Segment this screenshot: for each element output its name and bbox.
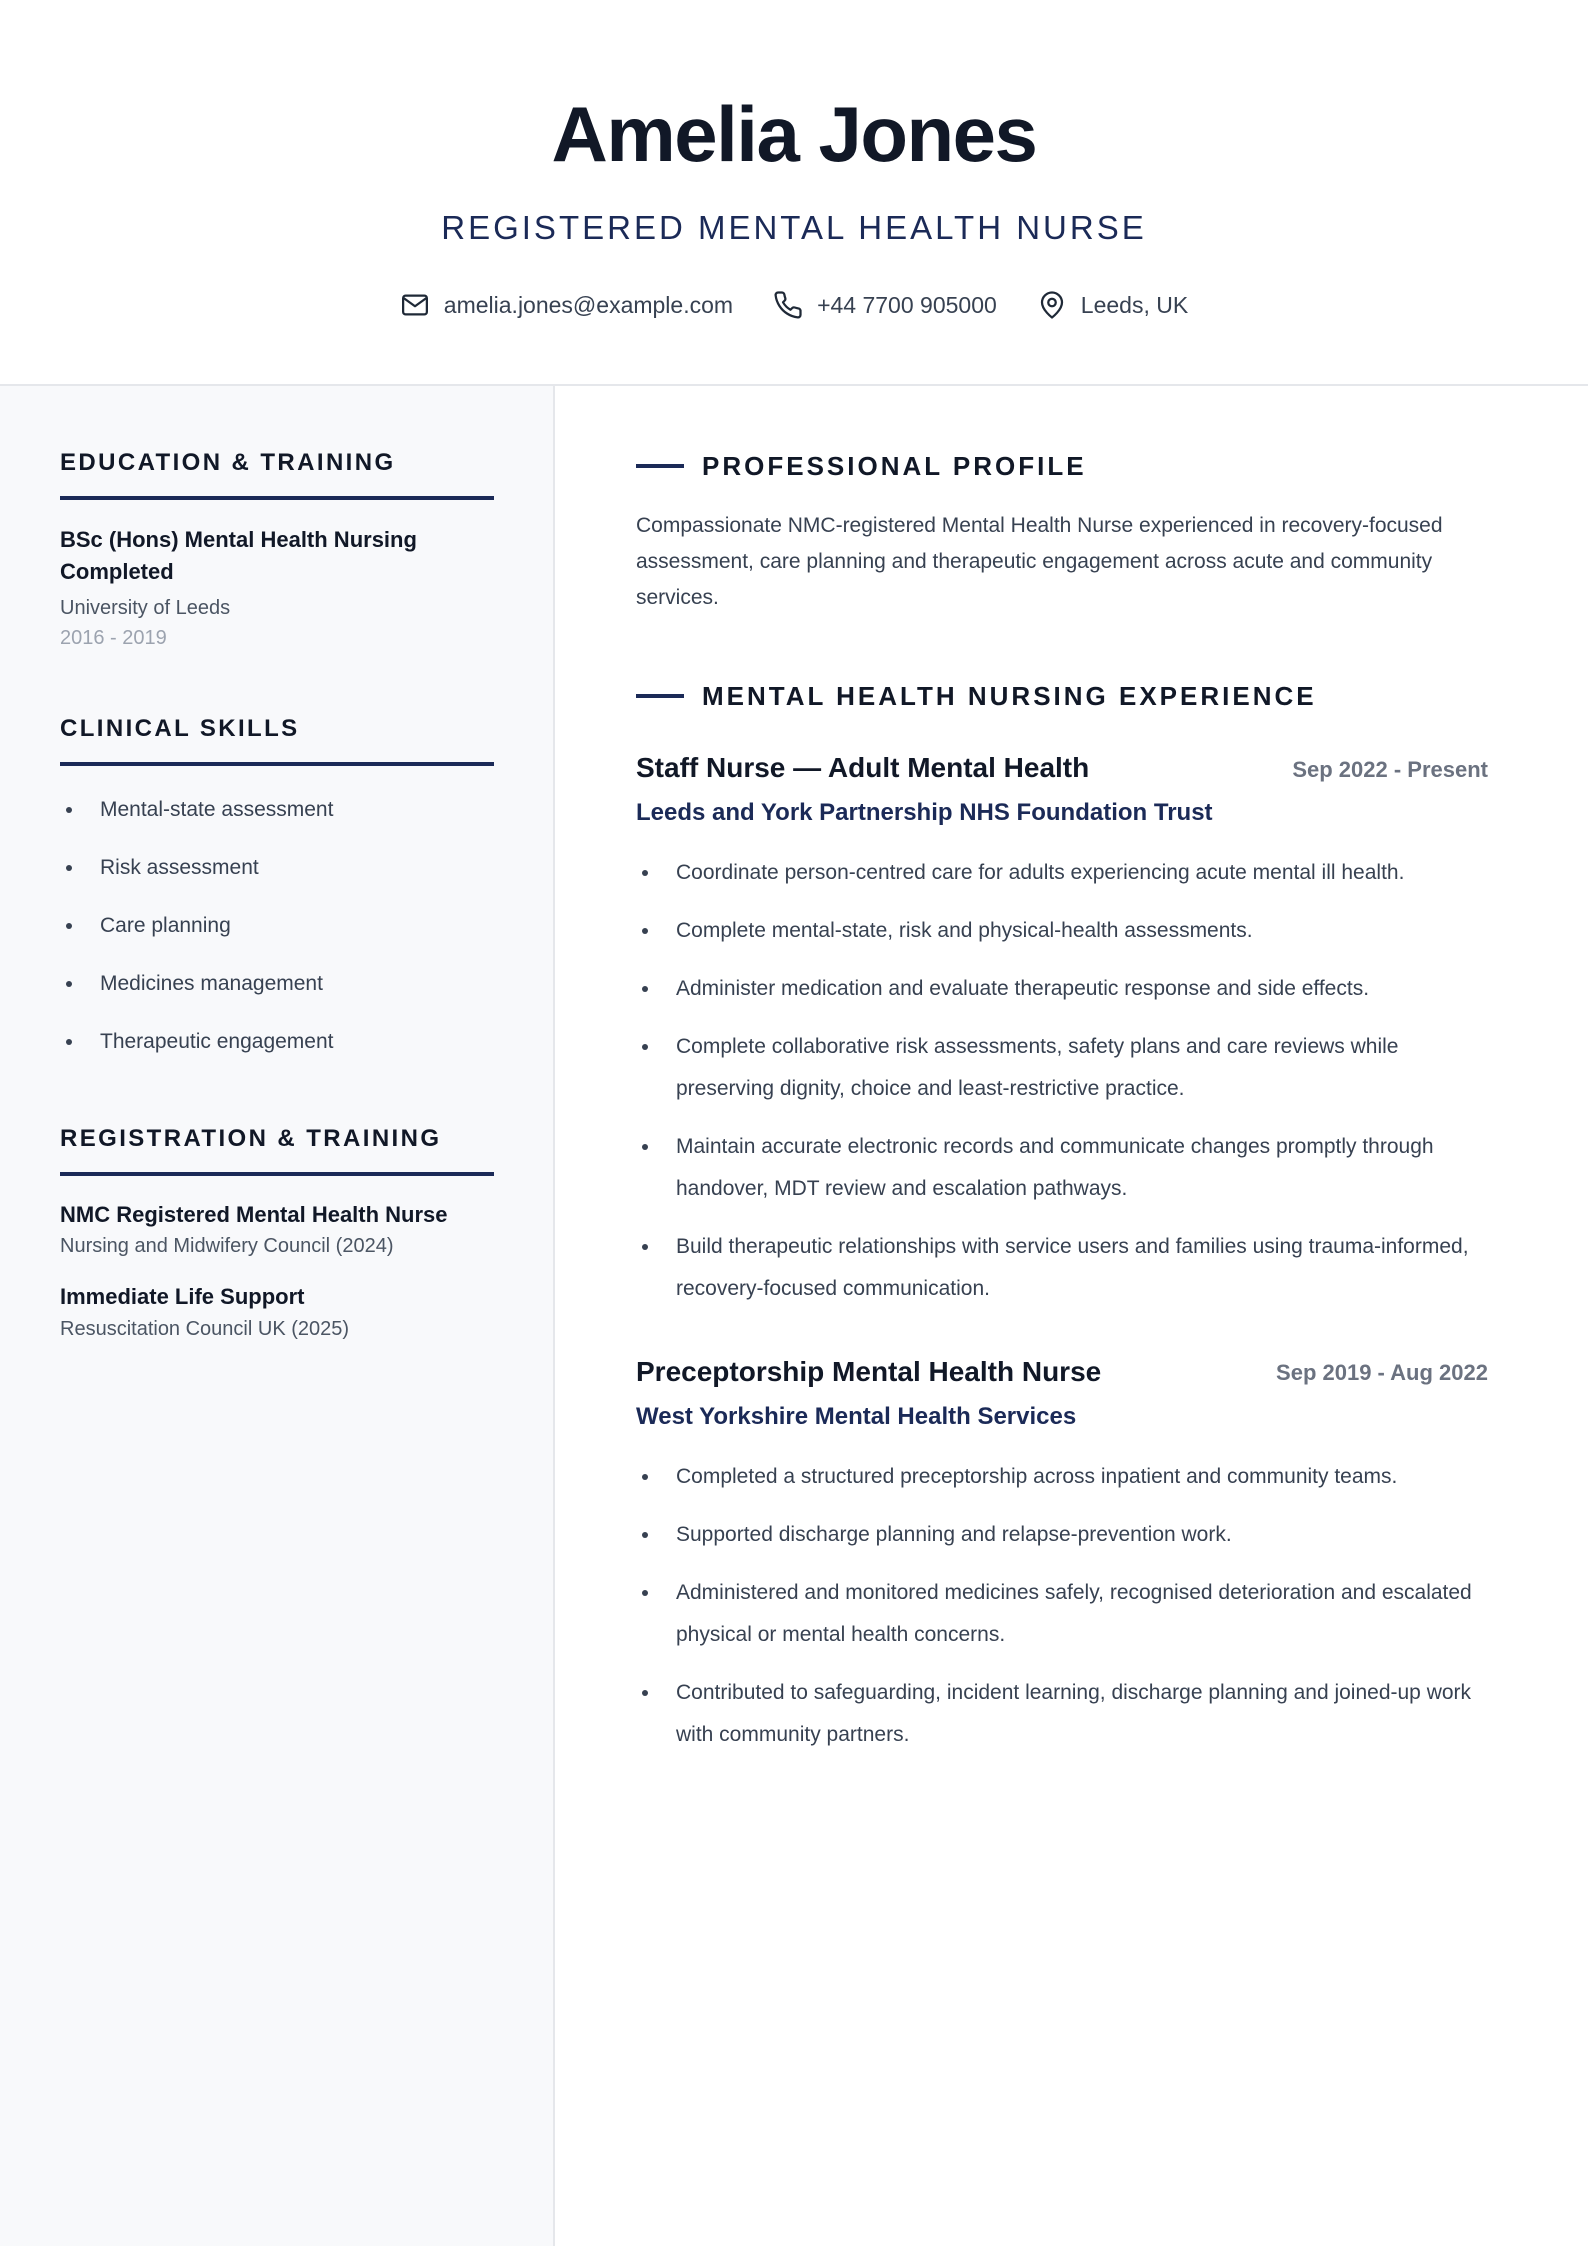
job-role-title: REGISTERED MENTAL HEALTH NURSE xyxy=(441,209,1147,246)
heading-accent-bar xyxy=(636,694,684,698)
education-heading: EDUCATION & TRAINING xyxy=(60,448,494,500)
skill-text: Medicines management xyxy=(100,972,323,995)
bullet-text: Administer medication and evaluate therapeutic response and side effects. xyxy=(676,977,1370,1000)
bullet-dot xyxy=(642,870,648,876)
skill-text: Care planning xyxy=(100,914,231,937)
experience-heading-text: MENTAL HEALTH NURSING EXPERIENCE xyxy=(702,681,1317,711)
list-item xyxy=(636,852,1496,894)
bullet-dot xyxy=(66,807,72,813)
contact-location xyxy=(1037,290,1188,320)
bullet-dot xyxy=(66,865,72,871)
contact-email[interactable] xyxy=(400,290,733,320)
mail-icon xyxy=(400,290,430,320)
heading-accent-bar xyxy=(636,464,684,468)
list-item xyxy=(636,1672,1496,1756)
degree-title xyxy=(60,524,494,588)
email-text: amelia.jones@example.com xyxy=(443,291,734,318)
registration-detail: Resuscitation Council UK (2025) xyxy=(60,1318,350,1340)
profile-heading xyxy=(636,450,1087,482)
phone-icon xyxy=(773,290,803,320)
location-text: Leeds, UK xyxy=(1080,291,1189,318)
bullet-text: Completed a structured preceptorship across inpatient and community teams. xyxy=(676,1465,1398,1488)
main-content xyxy=(557,386,1588,2246)
bullet-dot xyxy=(642,1532,648,1538)
profile-text: Compassionate NMC-registered Mental Health Nurse experienced in recovery-focused assessment, care planning and therapeutic engagement across acute and community services. xyxy=(636,514,1443,609)
skill-text: Therapeutic engagement xyxy=(100,1030,334,1053)
degree-line-2: Completed xyxy=(60,559,174,584)
resume-header xyxy=(0,0,1588,386)
list-item xyxy=(636,1456,1496,1498)
bullet-dot xyxy=(642,1690,648,1696)
bullet-text: Maintain accurate electronic records and communicate changes promptly through handover, MDT review and escalation pathways. xyxy=(676,1135,1434,1200)
list-item xyxy=(60,853,259,883)
bullet-text: Coordinate person-centred care for adults experiencing acute mental ill health. xyxy=(676,861,1405,884)
experience-heading xyxy=(636,680,1317,712)
list-item xyxy=(636,910,1496,952)
list-item xyxy=(60,911,231,941)
employer-name: Leeds and York Partnership NHS Foundation Trust xyxy=(636,799,1213,826)
bullet-text: Complete mental-state, risk and physical-health assessments. xyxy=(676,919,1253,942)
candidate-name: Amelia Jones xyxy=(551,90,1037,178)
list-item xyxy=(60,795,333,825)
bullet-dot xyxy=(66,981,72,987)
contact-bar xyxy=(0,290,1588,320)
job-title: Preceptorship Mental Health Nurse xyxy=(636,1356,1102,1387)
job-title: Staff Nurse — Adult Mental Health xyxy=(636,752,1090,783)
bullet-dot xyxy=(642,1590,648,1596)
bullet-dot xyxy=(642,1044,648,1050)
job-dates: Sep 2022 - Present xyxy=(1292,757,1488,782)
bullet-dot xyxy=(66,1039,72,1045)
bullet-dot xyxy=(66,923,72,929)
bullet-text: Build therapeutic relationships with service users and families using trauma-informed, recovery-focused communication. xyxy=(676,1235,1469,1300)
profile-heading-text: PROFESSIONAL PROFILE xyxy=(702,451,1087,481)
registration-heading: REGISTRATION & TRAINING xyxy=(60,1124,494,1176)
clinical-skills-heading: CLINICAL SKILLS xyxy=(60,714,494,766)
location-pin-icon xyxy=(1037,290,1067,320)
list-item xyxy=(636,1026,1496,1110)
employer-name: West Yorkshire Mental Health Services xyxy=(636,1403,1077,1430)
skill-text: Mental-state assessment xyxy=(100,798,334,821)
registration-title: NMC Registered Mental Health Nurse xyxy=(60,1202,448,1227)
skill-text: Risk assessment xyxy=(100,856,259,879)
bullet-text: Complete collaborative risk assessments, safety plans and care reviews while preserving dignity, choice and least-restrictive practice. xyxy=(676,1035,1399,1100)
bullet-dot xyxy=(642,1244,648,1250)
degree-line-1: BSc (Hons) Mental Health Nursing xyxy=(60,527,417,552)
bullet-text: Administered and monitored medicines safely, recognised deterioration and escalated physical or mental health concerns. xyxy=(676,1581,1472,1646)
list-item xyxy=(636,968,1496,1010)
contact-phone[interactable] xyxy=(773,290,997,320)
bullet-dot xyxy=(642,928,648,934)
registration-detail: Nursing and Midwifery Council (2024) xyxy=(60,1235,394,1257)
bullet-dot xyxy=(642,1144,648,1150)
phone-text: +44 7700 905000 xyxy=(817,291,997,318)
bullet-dot xyxy=(642,1474,648,1480)
bullet-dot xyxy=(642,986,648,992)
education-years: 2016 - 2019 xyxy=(60,627,167,649)
bullet-text: Supported discharge planning and relapse-prevention work. xyxy=(676,1523,1232,1546)
list-item xyxy=(60,969,323,999)
institution: University of Leeds xyxy=(60,597,231,619)
registration-title: Immediate Life Support xyxy=(60,1284,305,1309)
job-dates: Sep 2019 - Aug 2022 xyxy=(1276,1360,1488,1385)
sidebar xyxy=(0,386,555,2246)
list-item xyxy=(636,1126,1496,1210)
list-item xyxy=(636,1572,1496,1656)
list-item xyxy=(636,1226,1496,1310)
list-item xyxy=(636,1514,1496,1556)
bullet-text: Contributed to safeguarding, incident learning, discharge planning and joined-up work with community partners. xyxy=(676,1681,1472,1746)
list-item xyxy=(60,1027,334,1057)
